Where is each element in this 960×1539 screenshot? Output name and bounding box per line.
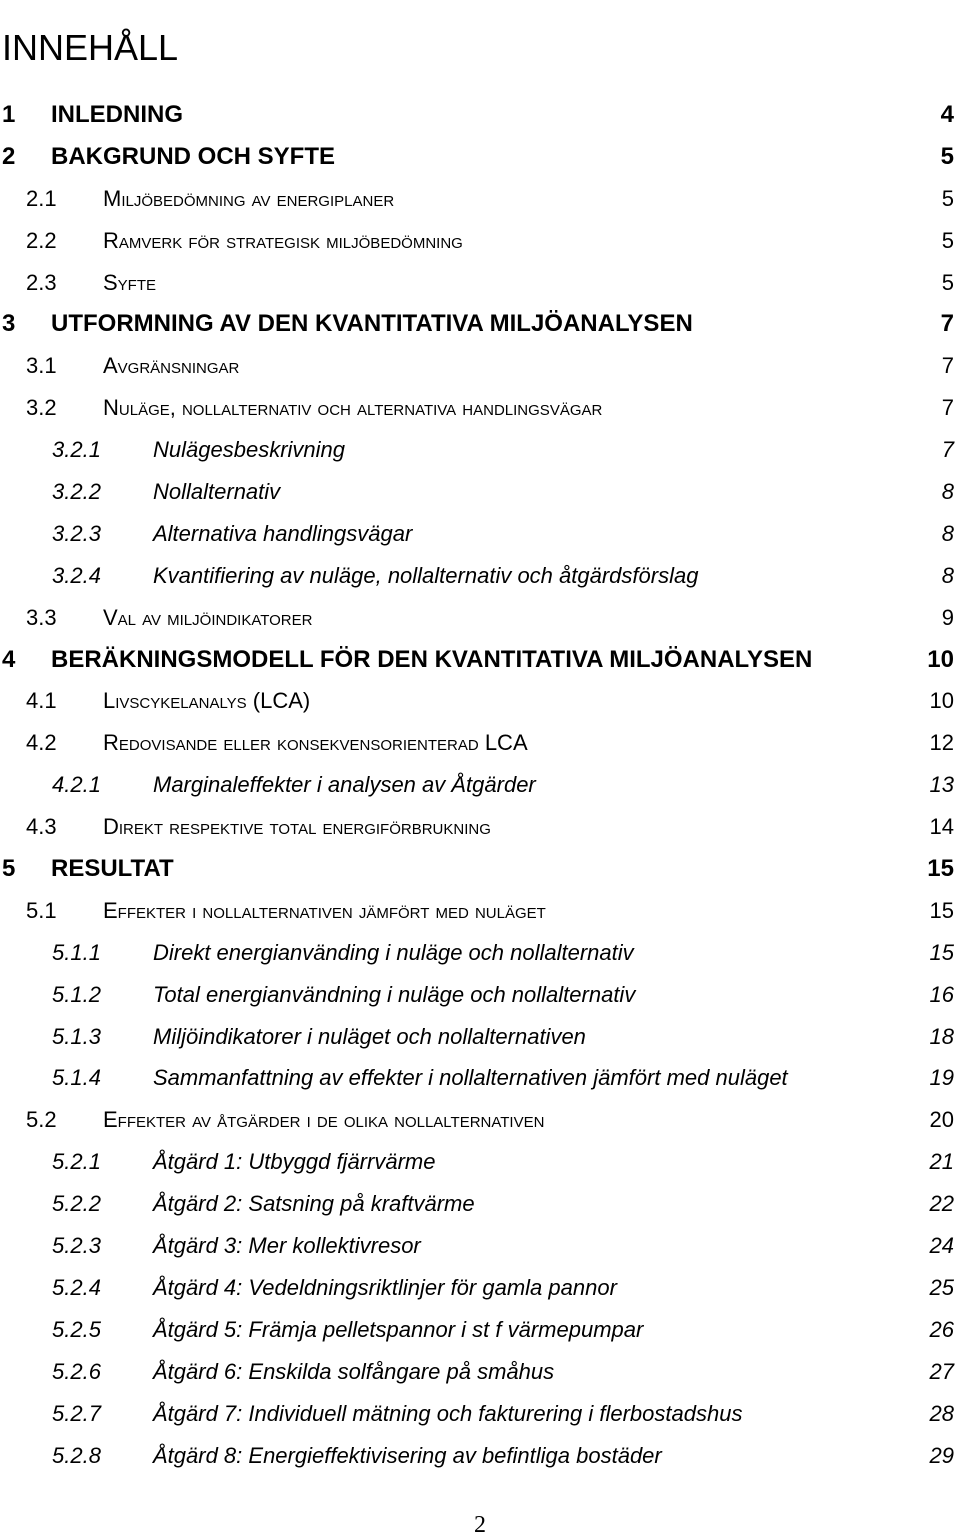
toc-entry-number: 4.2.1 bbox=[52, 772, 101, 798]
toc-entry[interactable] bbox=[0, 94, 960, 136]
toc-entry-page: 7 bbox=[941, 353, 954, 379]
toc-entry-page: 19 bbox=[929, 1065, 954, 1091]
toc-entry-label: Syfte bbox=[103, 269, 157, 295]
toc-entry-page: 16 bbox=[929, 981, 954, 1007]
toc-entry-number: 5.1.4 bbox=[52, 1065, 101, 1091]
toc-entry-page: 21 bbox=[929, 1149, 954, 1175]
toc-entry-label: Kvantifiering av nuläge, nollalternativ och åtgärdsförslag bbox=[153, 562, 699, 588]
toc-entry[interactable] bbox=[0, 513, 960, 555]
toc-entry-label: Åtgärd 7: Individuell mätning och fakturering i flerbostadshus bbox=[153, 1400, 743, 1426]
toc-entry[interactable] bbox=[0, 387, 960, 429]
toc-entry-label: Miljöindikatorer i nuläget och nollalternativen bbox=[153, 1023, 586, 1049]
toc-entry-label: Ramverk för strategisk miljöbedömning bbox=[103, 227, 463, 253]
toc-entry-number: 3 bbox=[2, 310, 16, 338]
toc-entry-label: Åtgärd 6: Enskilda solfångare på småhus bbox=[153, 1358, 555, 1384]
toc-entry[interactable] bbox=[0, 1309, 960, 1351]
toc-entry[interactable] bbox=[0, 1183, 960, 1225]
toc-entry-label: Sammanfattning av effekter i nollalternativen jämfört med nuläget bbox=[153, 1065, 788, 1091]
toc-entry-label: Åtgärd 8: Energieffektivisering av befintliga bostäder bbox=[153, 1442, 662, 1468]
toc-entry[interactable] bbox=[0, 1435, 960, 1477]
toc-entry-label: Åtgärd 5: Främja pelletspannor i st f värmepumpar bbox=[153, 1316, 644, 1342]
toc-entry-page: 10 bbox=[929, 688, 954, 714]
toc-entry-label: Livscykelanalys (LCA) bbox=[103, 688, 311, 714]
toc-entry-number: 3.3 bbox=[26, 604, 57, 630]
toc-entry-number: 1 bbox=[2, 101, 16, 128]
toc-entry-page: 5 bbox=[940, 142, 954, 170]
toc-entry-page: 8 bbox=[941, 479, 954, 505]
toc-entry-label: Åtgärd 2: Satsning på kraftvärme bbox=[153, 1191, 475, 1217]
toc-entry-label: Miljöbedömning av energiplaner bbox=[103, 185, 395, 211]
table-of-contents bbox=[0, 94, 960, 1476]
toc-entry-number: 5.2.1 bbox=[52, 1149, 101, 1175]
toc-entry-page: 15 bbox=[927, 855, 954, 883]
toc-entry[interactable] bbox=[0, 848, 960, 890]
toc-entry[interactable] bbox=[0, 890, 960, 932]
toc-entry-number: 3.2 bbox=[26, 395, 57, 421]
toc-entry-number: 5.2.5 bbox=[52, 1316, 101, 1342]
toc-entry-page: 22 bbox=[929, 1191, 954, 1217]
toc-entry[interactable] bbox=[0, 471, 960, 513]
toc-entry[interactable] bbox=[0, 974, 960, 1016]
toc-entry-label: Nulägesbeskrivning bbox=[153, 437, 345, 463]
toc-entry[interactable] bbox=[0, 178, 960, 220]
toc-entry-label: Nollalternativ bbox=[153, 479, 281, 505]
toc-entry-number: 2.3 bbox=[26, 269, 57, 295]
toc-entry-number: 4.3 bbox=[26, 814, 57, 840]
toc-entry-page: 15 bbox=[929, 939, 954, 965]
toc-entry[interactable] bbox=[0, 1351, 960, 1393]
toc-entry-label: Åtgärd 4: Vedeldningsriktlinjer för gamla pannor bbox=[153, 1274, 617, 1300]
toc-entry-label: Åtgärd 1: Utbyggd fjärrvärme bbox=[153, 1149, 436, 1175]
toc-entry[interactable] bbox=[0, 1016, 960, 1058]
toc-entry-number: 4 bbox=[2, 645, 16, 673]
toc-entry-page: 4 bbox=[940, 101, 954, 128]
toc-entry-number: 5.1 bbox=[26, 897, 57, 923]
page-number: 2 bbox=[474, 1512, 486, 1538]
toc-entry[interactable] bbox=[0, 345, 960, 387]
toc-entry-label: Alternativa handlingsvägar bbox=[153, 520, 413, 546]
toc-entry-label: Avgränsningar bbox=[103, 353, 240, 379]
toc-entry-number: 3.2.3 bbox=[52, 520, 101, 546]
toc-entry-number: 5.1.1 bbox=[52, 939, 101, 965]
toc-entry-number: 3.2.1 bbox=[52, 437, 101, 463]
toc-entry-label: UTFORMNING AV DEN KVANTITATIVA MILJÖANALYSEN bbox=[51, 310, 693, 338]
toc-entry-label: INLEDNING bbox=[51, 101, 183, 128]
toc-entry-number: 2.1 bbox=[26, 185, 57, 211]
toc-entry-page: 20 bbox=[929, 1107, 954, 1133]
toc-entry-number: 5.2.6 bbox=[52, 1358, 101, 1384]
toc-entry[interactable] bbox=[0, 932, 960, 974]
toc-entry-number: 3.2.2 bbox=[52, 479, 101, 505]
toc-entry[interactable] bbox=[0, 303, 960, 345]
toc-entry-number: 4.2 bbox=[26, 730, 57, 756]
toc-entry-number: 2.2 bbox=[26, 227, 57, 253]
toc-entry-label: RESULTAT bbox=[51, 855, 174, 883]
toc-entry[interactable] bbox=[0, 136, 960, 178]
toc-entry[interactable] bbox=[0, 1393, 960, 1435]
toc-entry-page: 5 bbox=[941, 185, 954, 211]
toc-entry-label: Nuläge, nollalternativ och alternativa handlingsvägar bbox=[103, 395, 603, 421]
toc-entry-number: 5.2.2 bbox=[52, 1191, 101, 1217]
toc-entry[interactable] bbox=[0, 806, 960, 848]
toc-entry-number: 5.2.3 bbox=[52, 1233, 101, 1259]
toc-entry-number: 3.2.4 bbox=[52, 562, 101, 588]
toc-entry-number: 5.2.7 bbox=[52, 1400, 101, 1426]
toc-entry[interactable] bbox=[0, 1057, 960, 1099]
toc-entry[interactable] bbox=[0, 1099, 960, 1141]
toc-entry-page: 9 bbox=[941, 604, 954, 630]
toc-entry-number: 5.1.2 bbox=[52, 981, 101, 1007]
toc-entry-number: 5.2.8 bbox=[52, 1442, 101, 1468]
toc-entry-page: 8 bbox=[941, 520, 954, 546]
toc-entry[interactable] bbox=[0, 1225, 960, 1267]
toc-entry-number: 2 bbox=[2, 142, 16, 170]
toc-entry-page: 15 bbox=[929, 897, 954, 923]
toc-entry-page: 28 bbox=[929, 1400, 954, 1426]
toc-entry-number: 5 bbox=[2, 855, 16, 883]
toc-entry-label: Effekter i nollalternativen jämfört med nuläget bbox=[103, 897, 546, 923]
toc-entry-number: 4.1 bbox=[26, 688, 57, 714]
toc-entry[interactable] bbox=[0, 555, 960, 597]
toc-entry[interactable] bbox=[0, 262, 960, 304]
toc-entry-label: Marginaleffekter i analysen av Åtgärder bbox=[153, 772, 536, 798]
toc-entry[interactable] bbox=[0, 220, 960, 262]
toc-entry-page: 27 bbox=[929, 1358, 954, 1384]
toc-entry-number: 3.1 bbox=[26, 353, 57, 379]
toc-entry-label: Total energianvändning i nuläge och nollalternativ bbox=[153, 981, 636, 1007]
toc-entry-number: 5.2.4 bbox=[52, 1274, 101, 1300]
toc-entry-number: 5.2 bbox=[26, 1107, 57, 1133]
toc-entry-page: 24 bbox=[929, 1233, 954, 1259]
toc-entry-page: 8 bbox=[941, 562, 954, 588]
toc-entry-label: Direkt respektive total energiförbrukning bbox=[103, 814, 491, 840]
toc-entry-page: 5 bbox=[941, 269, 954, 295]
toc-entry-page: 25 bbox=[929, 1274, 954, 1300]
toc-entry[interactable] bbox=[0, 429, 960, 471]
toc-entry-label: Direkt energianvänding i nuläge och nollalternativ bbox=[153, 939, 634, 965]
toc-entry[interactable] bbox=[0, 639, 960, 681]
toc-entry[interactable] bbox=[0, 680, 960, 722]
toc-entry-page: 14 bbox=[929, 814, 954, 840]
toc-entry-label: Redovisande eller konsekvensorienterad LCA bbox=[103, 730, 528, 756]
toc-entry[interactable] bbox=[0, 722, 960, 764]
toc-entry-page: 7 bbox=[940, 310, 954, 338]
toc-entry-page: 7 bbox=[941, 437, 954, 463]
toc-entry-page: 26 bbox=[929, 1316, 954, 1342]
toc-entry-page: 29 bbox=[929, 1442, 954, 1468]
toc-entry-label: Effekter av åtgärder i de olika nollalternativen bbox=[103, 1107, 545, 1133]
toc-entry[interactable] bbox=[0, 597, 960, 639]
toc-entry[interactable] bbox=[0, 1141, 960, 1183]
toc-entry-page: 5 bbox=[941, 227, 954, 253]
toc-entry-page: 7 bbox=[941, 395, 954, 421]
toc-entry[interactable] bbox=[0, 1267, 960, 1309]
page-title: INNEHÅLL bbox=[2, 27, 179, 69]
toc-entry-page: 12 bbox=[929, 730, 954, 756]
toc-entry-label: BAKGRUND OCH SYFTE bbox=[51, 142, 336, 170]
toc-entry-number: 5.1.3 bbox=[52, 1023, 101, 1049]
toc-entry-page: 10 bbox=[927, 645, 954, 673]
toc-entry-page: 18 bbox=[929, 1023, 954, 1049]
toc-entry-page: 13 bbox=[929, 772, 954, 798]
toc-entry-label: Val av miljöindikatorer bbox=[103, 604, 313, 630]
toc-entry-label: BERÄKNINGSMODELL FÖR DEN KVANTITATIVA MILJÖANALYSEN bbox=[51, 645, 813, 673]
toc-entry-label: Åtgärd 3: Mer kollektivresor bbox=[153, 1233, 421, 1259]
toc-entry[interactable] bbox=[0, 764, 960, 806]
